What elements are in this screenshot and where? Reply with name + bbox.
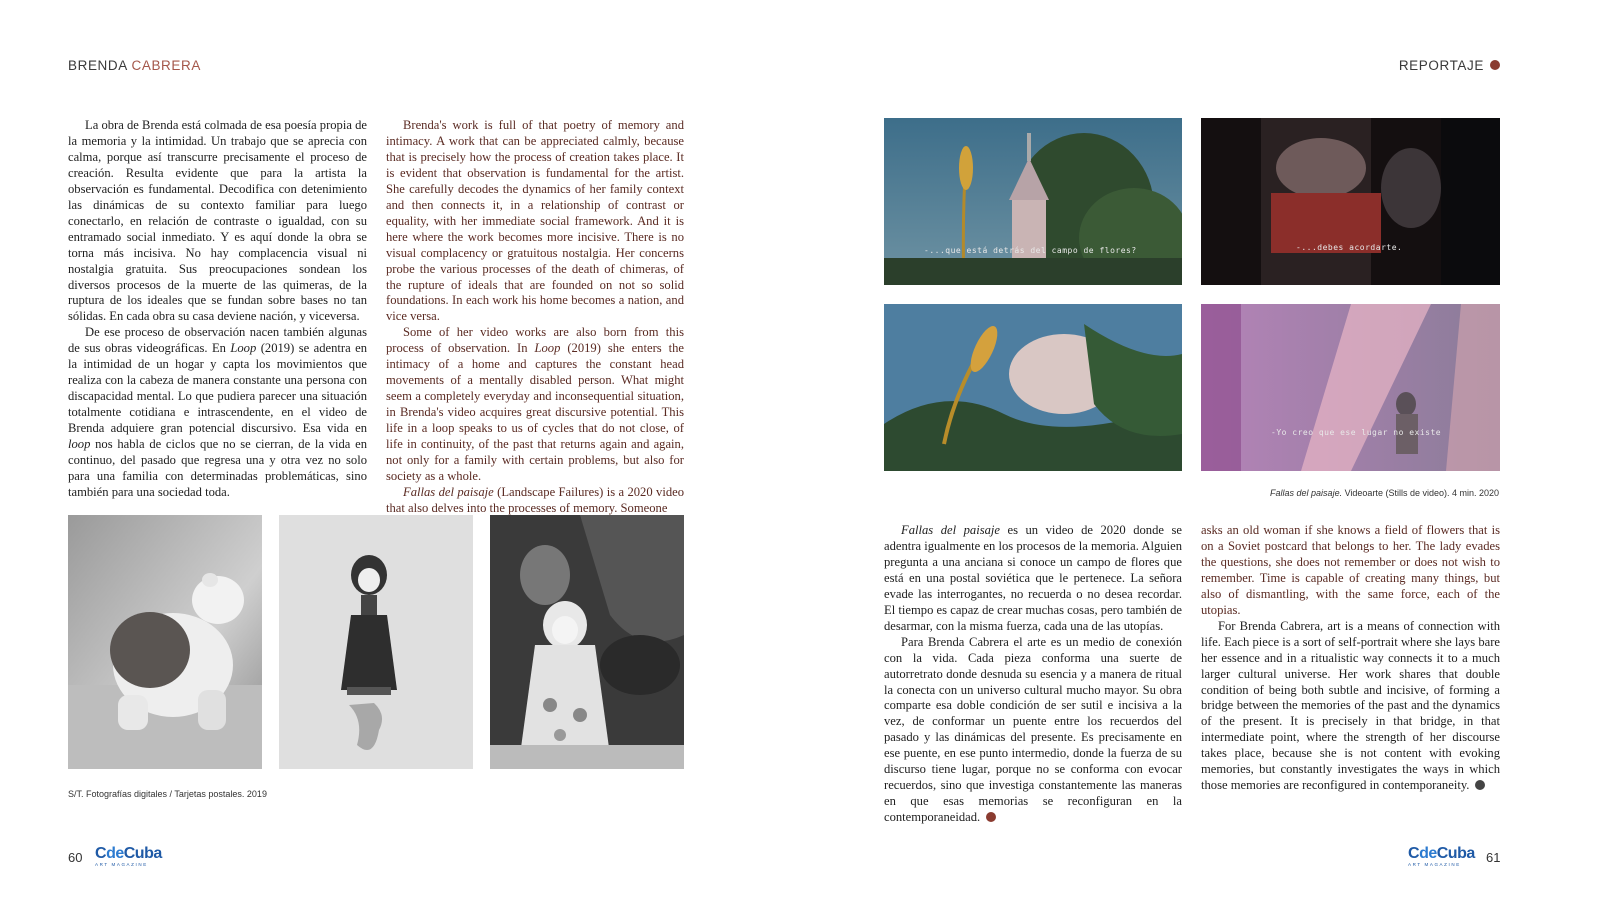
photo-matryoshka-figurine bbox=[490, 515, 684, 769]
paragraph: La obra de Brenda está colmada de esa poesía propia de la memoria y la intimidad. Un trabajo que se aprecia con calma, porque así transcurre precisamente el proceso de creación. Resulta evidente que para la artista la observación es fundamental. Decodifica con detenimiento las dinámicas de su contexto familiar para luego conectarlo, en relación de contraste o igualdad, con su entramado social inmediato. Y es aquí donde la obra se torna más incisiva. No hay complacencia visual ni nostalgia gratuita. Sus preocupaciones sondean los diversos procesos de la muerte de las quimeras, de la ruptura de los ideales que se fundan sobre bases no tan sólidas. En cada obra su casa deviene nación, y viceversa. bbox=[68, 118, 367, 324]
right-column-spanish bbox=[884, 523, 1182, 826]
subtitle-2: -...debes acordarte. bbox=[1296, 243, 1403, 252]
header-author-first: BRENDA bbox=[68, 58, 128, 73]
running-header-right bbox=[1399, 58, 1500, 73]
paragraph: Brenda's work is full of that poetry of memory and intimacy. A work that can be appreciated calmly, because that is precisely how the process of creation takes place. It is evident that observation is fundamental for the artist. She carefully decodes the dynamics of her family context and then connects it, in a relationship of contrast or equality, with her immediate social framework. And it is here where the work becomes more incisive. There is no visual complacency or gratuitous nostalgia. Her concerns probe the various processes of the death of chimeras, of the rupture of ideals that are founded on not so solid foundations. In each work his home becomes a nation, and vice versa. bbox=[386, 118, 684, 324]
video-still-4 bbox=[1201, 304, 1500, 471]
magazine-logo-right: CdeCuba ART MAGAZINE bbox=[1408, 845, 1475, 867]
paragraph: Fallas del paisaje (Landscape Failures) is a 2020 video that also delves into the processes of memory. Someone bbox=[386, 484, 685, 515]
page-number-left: 60 bbox=[68, 850, 83, 865]
video-still-1 bbox=[884, 118, 1182, 285]
paragraph: Fallas del paisaje es un video de 2020 donde se adentra igualmente en los procesos de la memoria. Alguien pregunta a una anciana si conoce un campo de flores que está en una postal soviética que le pertenece. La señora evade las interrogantes, no recuerda o no desea recordar. El tiempo es capaz de crear muchas cosas, pero también de desarmar, con la misma fuerza, cada una de las utopías. bbox=[884, 523, 1182, 633]
left-photo-caption: S/T. Fotografías digitales / Tarjetas postales. 2019 bbox=[68, 789, 267, 799]
end-mark-icon bbox=[986, 812, 996, 822]
photo-doll-figurine bbox=[279, 515, 473, 769]
end-mark-icon bbox=[1475, 780, 1485, 790]
right-column-english bbox=[1201, 523, 1500, 794]
header-author-last: CABRERA bbox=[131, 58, 201, 73]
photo-bear-figurine bbox=[68, 515, 262, 769]
running-header-left bbox=[68, 58, 201, 73]
paragraph: asks an old woman if she knows a field of flowers that is on a Soviet postcard that belongs to her. The lady evades the questions, she does not remember or does not wish to remember. Time is capable of creating many things, but also of dismantling, with the same force, each of the utopias. bbox=[1201, 523, 1500, 617]
paragraph: Some of her video works are also born from this process of observation. In Loop (2019) she enters the intimacy of a home and captures the constant head movements of a mentally disabled person. What might seem a completely everyday and inconsequential situation, in Brenda's video acquires great discursive potential. This life in a loop speaks to us of cycles that do not close, of life in continuity, of the past that returns again and again, not only for a family with certain problems, but also for society as a whole. bbox=[386, 325, 684, 483]
section-dot-icon bbox=[1490, 60, 1500, 70]
left-column-spanish bbox=[68, 118, 367, 501]
video-still-2 bbox=[1201, 118, 1500, 285]
subtitle-1: -...que está detrás del campo de flores? bbox=[924, 246, 1137, 255]
left-column-english bbox=[386, 118, 684, 517]
video-caption: Fallas del paisaje. Videoarte (Stills de video). 4 min. 2020 bbox=[1270, 488, 1499, 498]
paragraph: De ese proceso de observación nacen también algunas de sus obras videográficas. En Loop (2019) se adentra en la intimidad de un hogar y capta los movimientos que realiza con la cabeza de manera constante una persona con discapacidad mental. Lo que pudiera parecer una situación totalmente cotidiana e intrascendente, en el video de Brenda adquiere gran potencial discursivo. Esa vida en loop nos habla de ciclos que no se cierran, de la vida en continuo, del pasado que regresa una y otra vez no solo para una familia con determinadas problemáticas, sino también para una sociedad toda. bbox=[68, 325, 367, 499]
subtitle-3: -Yo creo que ese lugar no existe bbox=[1271, 428, 1442, 437]
paragraph: Para Brenda Cabrera el arte es un medio de conexión con la vida. Cada pieza conforma una suerte de autorretrato donde desnuda su esencia y a manera de ritual la conecta con un universo cultural mucho mayor. Su obra comparte esa doble condición de ser sutil e incisiva a la vez, de conformar un puente entre los recuerdos del pasado y las dinámicas del presente. Es precisamente en ese puente, en ese punto intermedio, donde la fuerza de su discurso tiene lugar, porque no se conforma con evocar recuerdos, sino que investiga constantemente las maneras en que esas memorias se reconfiguran en la contemporaneidad. bbox=[884, 634, 1182, 825]
paragraph: For Brenda Cabrera, art is a means of connection with life. Each piece is a sort of self-portrait where she lays bare her essence and in a ritualistic way connects it to a much larger cultural universe. Her work shares that double condition of being both subtle and incisive, of forming a bridge between the memories of the past and the dynamics of the present. It is precisely in that bridge, in that intermediate point, where the strength of her discourse takes place, because she is not content with evoking memories, but constantly investigates the ways in which those memories are reconfigured in contemporaneity. bbox=[1201, 618, 1500, 793]
page-number-right: 61 bbox=[1486, 850, 1501, 865]
header-section: REPORTAJE bbox=[1398, 58, 1484, 73]
magazine-logo-left: CdeCuba ART MAGAZINE bbox=[95, 845, 162, 867]
video-still-3 bbox=[884, 304, 1182, 471]
